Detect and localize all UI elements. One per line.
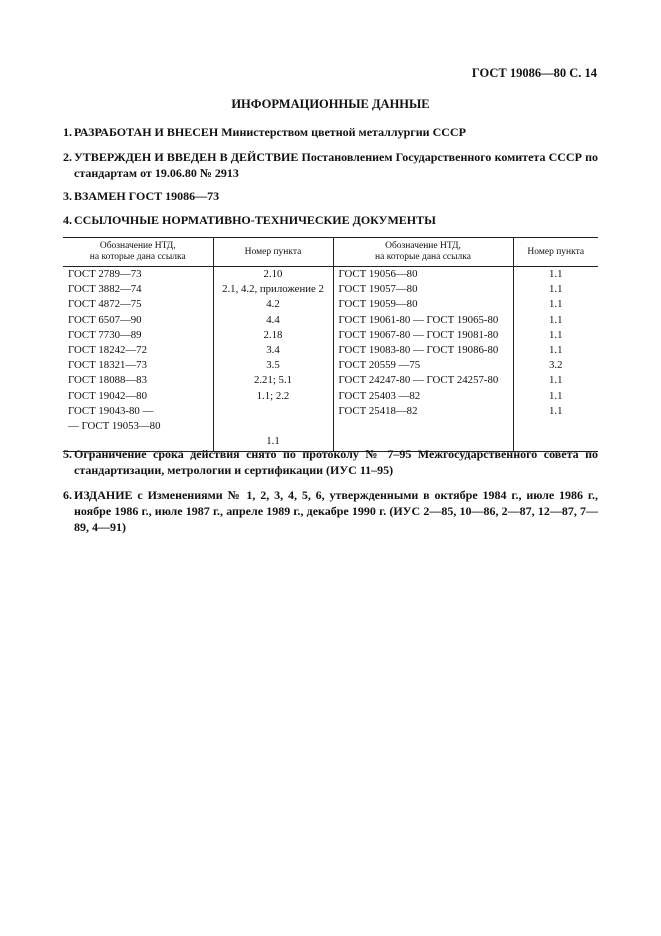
doc-cell: ГОСТ 2789—73 — [68, 268, 142, 280]
item-number: 1. — [63, 125, 72, 139]
point-cell: 1.1; 2.2 — [213, 389, 333, 404]
header-doc-line1: Обозначение НТД, — [99, 241, 176, 251]
item-text: ССЫЛОЧНЫЕ НОРМАТИВНО-ТЕХНИЧЕСКИЕ ДОКУМЕНТЫ — [74, 213, 436, 227]
column-header-point: Номер пункта — [513, 238, 598, 267]
item-number: 4. — [63, 213, 72, 227]
table-row — [63, 328, 598, 343]
item-number: 3. — [63, 189, 72, 203]
point-cell: 1.1 — [513, 297, 598, 312]
header-doc-line2: на которые дана ссылка — [89, 252, 186, 262]
point-cell: 1.1 — [513, 373, 598, 388]
point-cell: 4.4 — [213, 313, 333, 328]
point-cell: 1.1 — [513, 328, 598, 343]
item-text: Ограничение срока действия снято по протоколу № 7–95 Межгосударственного совета по стандартизации, метрологии и сертификации (ИУС 11–95) — [74, 447, 598, 477]
header-doc-line1: Обозначение НТД, — [385, 241, 461, 251]
doc-cell: ГОСТ 25403 —82 — [333, 389, 513, 404]
point-cell: 4.2 — [213, 297, 333, 312]
reference-documents-table — [63, 237, 598, 452]
info-item-3 — [63, 188, 598, 204]
table-row — [63, 282, 598, 297]
point-cell: 1.1 — [513, 389, 598, 404]
doc-cell: ГОСТ 19056—80 — [333, 267, 513, 283]
info-item-2 — [63, 149, 598, 181]
table-row — [63, 404, 598, 452]
table-row — [63, 267, 598, 283]
item-text: УТВЕРЖДЕН И ВВЕДЕН В ДЕЙСТВИЕ Постановлением Государственного комитета СССР по стандартам от 19.06.80 № 2913 — [74, 150, 598, 180]
info-item-5 — [63, 446, 598, 478]
doc-cell: ГОСТ 18088—83 — [68, 374, 147, 387]
section-title: ИНФОРМАЦИОННЫЕ ДАННЫЕ — [231, 97, 430, 111]
table-row — [63, 358, 598, 373]
point-cell: 1.1 — [513, 282, 598, 297]
table-row — [63, 343, 598, 358]
item-number: 2. — [63, 150, 72, 164]
info-item-4 — [63, 212, 598, 228]
item-number: 5. — [63, 447, 72, 461]
table-header-row — [63, 238, 598, 267]
doc-cell: ГОСТ 18242—72 — [68, 343, 147, 356]
doc-cell: ГОСТ 19067-80 — ГОСТ 19081-80 — [333, 328, 513, 343]
doc-range-end: — ГОСТ 19053—80 — [68, 419, 161, 432]
info-item-1 — [63, 124, 598, 140]
item-text: ВЗАМЕН ГОСТ 19086—73 — [74, 189, 220, 203]
doc-cell: ГОСТ 6507—90 — [68, 313, 142, 326]
doc-range-start: ГОСТ 19043-80 — — [68, 404, 154, 417]
point-cell: 2.1, 4.2, приложение 2 — [213, 282, 333, 297]
point-cell: 1.1 — [513, 267, 598, 283]
page-header: ГОСТ 19086—80 С. 14 — [471, 66, 597, 80]
point-cell: 2.21; 5.1 — [213, 373, 333, 388]
table-row — [63, 373, 598, 388]
item-number: 6. — [63, 488, 72, 502]
doc-cell: ГОСТ 24247-80 — ГОСТ 24257-80 — [333, 373, 513, 388]
item-text: РАЗРАБОТАН И ВНЕСЕН Министерством цветной металлургии СССР — [74, 125, 466, 139]
doc-cell: ГОСТ 19083-80 — ГОСТ 19086-80 — [333, 343, 513, 358]
point-cell: 2.18 — [213, 328, 333, 343]
point-cell: 2.10 — [213, 267, 333, 283]
column-header-point: Номер пункта — [213, 238, 333, 267]
item-text: ИЗДАНИЕ с Изменениями № 1, 2, 3, 4, 5, 6, утвержденными в октябре 1984 г., июле 1986 г., ноябре 1986 г., июле 1987 г., апреле 1989 г., декабре 1990 г. (ИУС 2—85, 10—86, 2—87, 12—87, 7—89, 4—91) — [74, 488, 598, 534]
point-cell: 1.1 — [213, 404, 333, 452]
doc-cell: ГОСТ 3882—74 — [68, 283, 142, 296]
point-cell: 3.4 — [213, 343, 333, 358]
point-cell: 3.2 — [513, 358, 598, 373]
doc-cell: ГОСТ 19059—80 — [333, 297, 513, 312]
point-cell: 1.1 — [513, 404, 598, 452]
point-cell: 1.1 — [513, 343, 598, 358]
column-header-doc — [333, 238, 513, 267]
point-cell: 3.5 — [213, 358, 333, 373]
point-cell: 1.1 — [513, 313, 598, 328]
doc-cell: ГОСТ 25418—82 — [333, 404, 513, 452]
doc-cell: ГОСТ 19057—80 — [333, 282, 513, 297]
doc-cell: ГОСТ 4872—75 — [68, 298, 142, 311]
column-header-doc — [63, 238, 213, 267]
info-item-6 — [63, 487, 598, 535]
doc-cell: ГОСТ 7730—89 — [68, 328, 142, 341]
table-row — [63, 313, 598, 328]
doc-cell: ГОСТ 19042—80 — [68, 389, 147, 402]
table-row — [63, 389, 598, 404]
table-row — [63, 297, 598, 312]
doc-cell: ГОСТ 18321—73 — [68, 359, 147, 372]
doc-cell — [63, 404, 213, 452]
doc-cell: ГОСТ 20559 —75 — [333, 358, 513, 373]
doc-cell: ГОСТ 19061-80 — ГОСТ 19065-80 — [333, 313, 513, 328]
header-doc-line2: на которые дана ссылка — [375, 252, 471, 262]
